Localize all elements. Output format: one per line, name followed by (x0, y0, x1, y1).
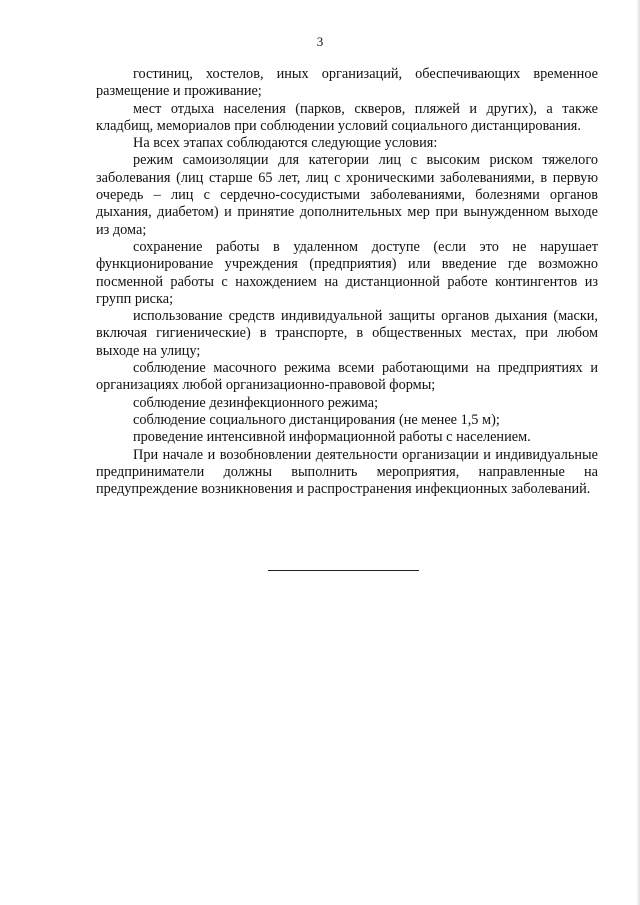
paragraph-hotels: гостиниц, хостелов, иных организаций, обеспечивающих временное размещение и проживание; (96, 66, 598, 100)
closing-divider-line (268, 570, 419, 571)
document-body (96, 66, 598, 498)
paragraph-mask-regime: соблюдение масочного режима всеми работающими на предприятиях и организациях любой организационно-правовой формы; (96, 360, 598, 394)
scan-edge-shadow (636, 0, 640, 905)
paragraph-remote-work: сохранение работы в удаленном доступе (если это не нарушает функционирование учреждения (предприятия) или введение где возможно посменной работы с нахождением на дистанционной работе контингентов из групп риска; (96, 238, 598, 307)
paragraph-protective-equipment: использование средств индивидуальной защиты органов дыхания (маски, включая гигиенические) в транспорте, в общественных местах, при любом выходе на улицу; (96, 308, 598, 359)
paragraph-organizations-measures: При начале и возобновлении деятельности организации и индивидуальные предприниматели должны выполнить мероприятия, направленные на предупреждение возникновения и распространения инфекционных заболеваний. (96, 446, 598, 498)
paragraph-information-work: проведение интенсивной информационной работы с населением. (133, 429, 531, 446)
paragraph-disinfection: соблюдение дезинфекционного режима; (133, 394, 379, 411)
paragraph-social-distancing: соблюдение социального дистанцирования (не менее 1,5 м); (133, 411, 500, 428)
paragraph-recreation-places: мест отдыха населения (парков, скверов, пляжей и других), а также кладбищ, мемориалов при соблюдении условий социального дистанцирования. (96, 100, 598, 134)
paragraph-conditions-intro: На всех этапах соблюдаются следующие условия: (133, 135, 438, 152)
paragraph-self-isolation: режим самоизоляции для категории лиц с высоким риском тяжелого заболевания (лиц старше 65 лет, лиц с хроническими заболеваниями, в первую очередь – лиц с сердечно-сосудистыми заболеваниями, болезнями органов дыхания, диабетом) и принятие дополнительных мер при вынужденном выходе из дома; (96, 152, 598, 238)
page-number: 3 (316, 34, 324, 49)
